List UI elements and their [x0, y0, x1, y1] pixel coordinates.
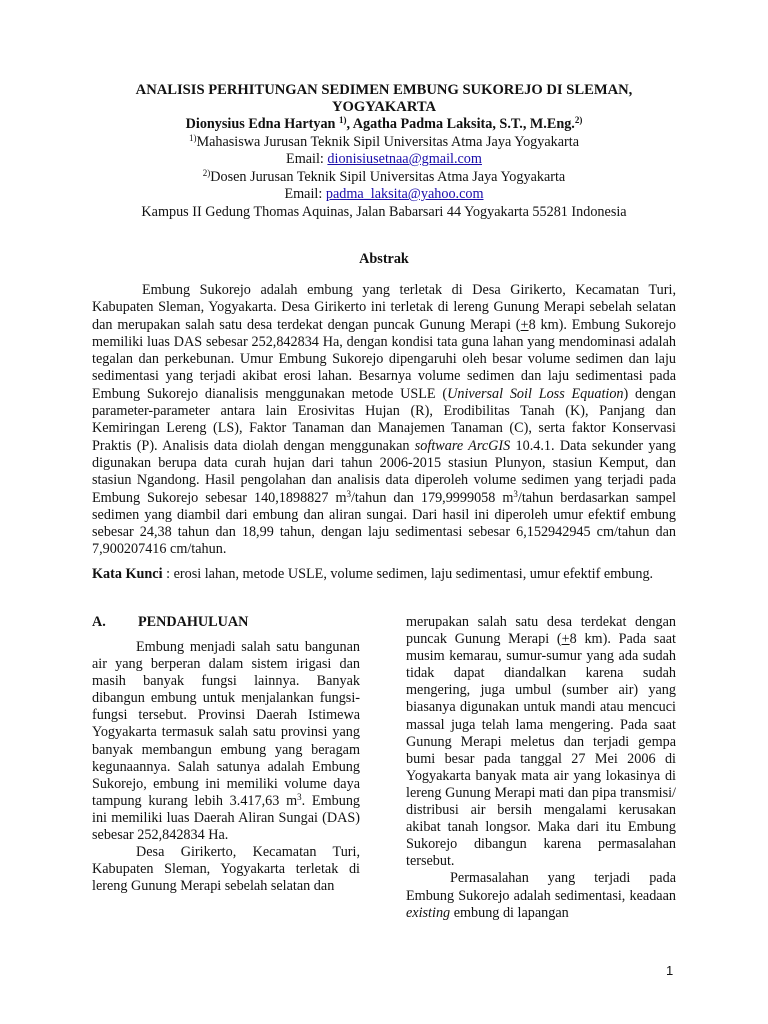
email-line-2: Email: padma_laksita@yahoo.com: [284, 186, 484, 202]
right-column: [406, 614, 676, 922]
paper-title: ANALISIS PERHITUNGAN SEDIMEN EMBUNG SUKOREJO DI SLEMAN, YOGYAKARTA: [135, 82, 633, 115]
keywords: Kata Kunci : erosi lahan, metode USLE, volume sedimen, laju sedimentasi, umur efektif embung.: [92, 566, 654, 582]
keywords-label: Kata Kunci: [92, 566, 163, 582]
author-1: Dionysius Edna Hartyan: [185, 116, 339, 132]
author-2: , Agatha Padma Laksita, S.T., M.Eng.: [346, 116, 575, 132]
section-title: PENDAHULUAN: [138, 614, 249, 630]
affiliation-1: $^{1)}$Mahasiswa Jurusan Teknik Sipil Universitas Atma Jaya Yogyakarta: [188, 132, 580, 150]
left-paragraph-1: Embung menjadi salah satu bangunan air yang berperan dalam sistem irigasi dan masih banyak fungsi lainnya. Banyak dibangun embung untuk menjalankan fungsi-fungsi tersebut. Provinsi Daerah Istimewa Yogyakarta termasuk salah satu provinsi yang banyak membangun embung yang beragam kegunaannya. Salah satunya adalah Embung Sukorejo, embung ini memiliki volume daya tampung kurang lebih 3.417,63 $m^3$. Embung ini memiliki luas Daerah Aliran Sungai (DAS) sebesar 252,842834 Ha.: [92, 639, 361, 844]
section-number: A.: [92, 614, 106, 630]
email-link-1[interactable]: dionisiusetnaa@gmail.com: [327, 151, 482, 167]
page-number: 1: [666, 963, 674, 978]
affiliation-2: $^{2)}$Dosen Jurusan Teknik Sipil Universitas Atma Jaya Yogyakarta: [202, 167, 566, 185]
paper-header: [80, 82, 688, 221]
right-paragraph-1: merupakan salah satu desa terdekat dengan puncak Gunung Merapi (+8 km). Pada saat musim kemarau, sumur-sumur yang ada sudah tidak dapat diandalkan karena sudah mengering, juga umbul (sumber air) yang biasanya digunakan untuk mandi atau mencuci massal juga telah lama mengering. Pada saat Gunung Merapi meletus dan terjadi gempa bumi besar pada tanggal 27 Mei 2006 di Yogyakarta banyak mata air yang lokasinya di lereng Gunung Merapi mati dan pipa transmisi/ distribusi air bersih mengalami kerusakan akibat tanah longsor. Maka dari itu Embung Sukorejo dibangun karena permasalahan tersebut.: [406, 614, 676, 870]
abstract-body: Embung Sukorejo adalah embung yang terletak di Desa Girikerto, Kecamatan Turi, Kabupaten Sleman, Yogyakarta. Desa Girikerto ini terletak di lereng Gunung Merapi sebelah selatan dan merupakan salah satu desa terdekat dengan puncak Gunung Merapi (+8 km). Embung Sukorejo memiliki luas DAS sebesar 252,842834 Ha, dengan kondisi tata guna lahan yang mendominasi adalah tegalan dan perkebunan. Umur Embung Sukorejo dipengaruhi oleh besar volume sedimen dan laju sedimentasi yang terjadi akibat erosi lahan. Besarnya volume sedimen dan laju sedimentasi pada Embung Sukorejo dianalisis menggunakan metode USLE (Universal Soil Loss Equation) dengan parameter-parameter antara lain Erosivitas Hujan (R), Erodibilitas Tanah (K), Panjang dan Kemiringan Lereng (LS), Faktor Tanaman dan Manajemen Tanaman (C), serta faktor Konservasi Praktis (P). Analisis data diolah dengan menggunakan software ArcGIS 10.4.1. Data sekunder yang digunakan berupa data curah hujan dari tahun 2006-2015 stasiun Plunyon, stasiun Kemput, dan stasiun Ngandong. Hasil pengolahan dan analisis data diperoleh volume sedimen yang terjadi pada Embung Sukorejo sebesar 140,1898827 $m^3$/tahun dan 179,9999058 $m^3$/tahun berdasarkan sampel sedimen yang diambil dari embung dan aliran sungai. Dari hasil ini diperoleh umur efektif embung sebesar 24,38 tahun dan 18,99 tahun, dengan laju sedimentasi sebesar 6,152942945 cm/tahun dan 7,900207416 cm/tahun.: [92, 282, 677, 558]
left-column: [92, 614, 360, 895]
right-paragraph-2: Permasalahan yang terjadi pada Embung Sukorejo adalah sedimentasi, keadaan existing embung di lapangan: [406, 870, 676, 921]
section-heading: [92, 614, 360, 631]
email-line-1: Email: dionisiusetnaa@gmail.com: [286, 151, 482, 167]
abstract-heading: Abstrak: [359, 251, 409, 267]
left-paragraph-2: Desa Girikerto, Kecamatan Turi, Kabupaten Sleman, Yogyakarta terletak di lereng Gunung Merapi sebelah selatan dan: [92, 844, 360, 895]
email-link-2[interactable]: padma_laksita@yahoo.com: [325, 186, 484, 202]
campus-address: Kampus II Gedung Thomas Aquinas, Jalan Babarsari 44 Yogyakarta 55281 Indonesia: [141, 203, 627, 220]
author-list: Dionysius Edna Hartyan $^{1)}$, Agatha Padma Laksita, S.T., M.Eng.$^{2)}$: [185, 115, 583, 132]
